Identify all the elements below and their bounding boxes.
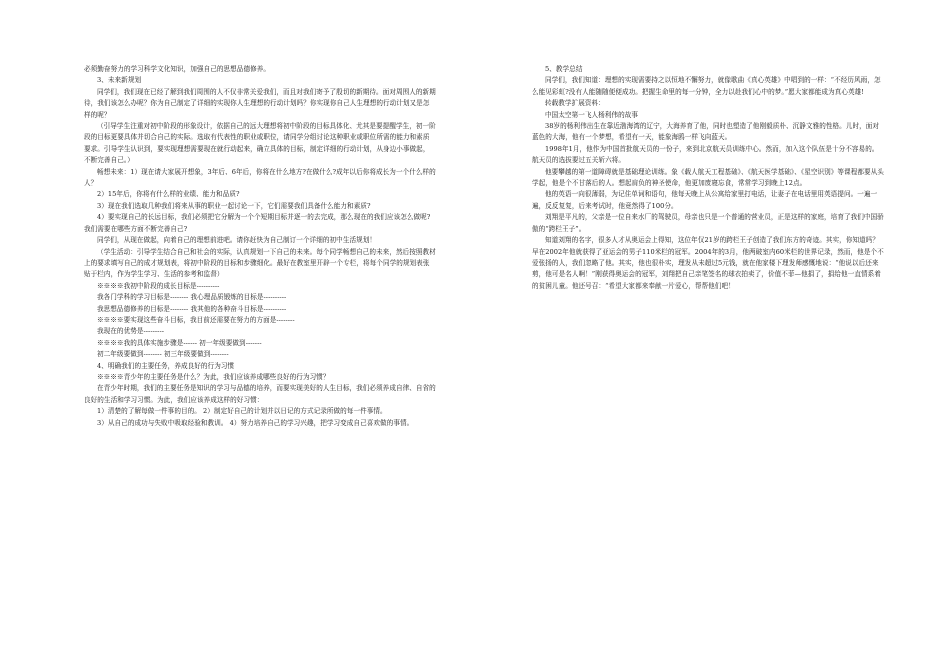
- paragraph: 同学们，从现在做起，向着自己的理想前进吧。请你赶快为自己制订一个详细的初中生活规划！: [97, 236, 377, 245]
- paragraph: 知道刘翔的名字，很多人才从奥运会上得知，这位年仅21岁的跨栏王子创造了我们东方的奇迹。其实，你知道吗？早在2002年他就获得了亚运会的男子110米栏的冠军。2004年的3月，他两破室内60米栏的世界记录，然而，他是个不爱张扬的人，我们忽略了他。其实，他也很朴实，理发从未超过5元钱，就在他家楼下理发师感慨地说：“他说以后还来剪，他可是名人啊！”刚获得奥运会的冠军，刘翔把自己亲笔签名的球衣拍卖了，价值不菲—他捐了，捐给他一直情系着的贫困儿童。他还号召：“希望大家都来奉献一片爱心，帮帮他们吧！: [532, 236, 884, 290]
- right-column: [532, 64, 884, 292]
- paragraph: ※※※※要实现这些奋斗目标，我目前还需要在努力的方面是--------: [97, 315, 295, 324]
- paragraph: 4、明确我们的主要任务，养成良好的行为习惯: [97, 361, 235, 370]
- paragraph: 5、教学总结: [545, 65, 583, 73]
- paragraph: 4）要实现自己的长远目标，我们必须把它分解为一个个短期目标并逐一的去完成，那么现在的我们应该怎么做呢?我们需要在哪些方面不断完善自己?: [84, 213, 431, 233]
- paragraph: 他要攀越的第一道障碍就是基础理论训练。象《载人航天工程基础》、《航天医学基础》、《星空识别》等课程都要从头学起，他是个不甘落后的人。想起肩负的神圣使命，他更加废寝忘食，常常学习到晚上12点。: [532, 167, 884, 188]
- paragraph: 1）清楚的了解每做一件事的目的。 2）制定好自己的计划并以日记的方式记录所做的每一件事情。: [97, 407, 387, 416]
- paragraph: （学生活动：引导学生结合自己和社会的实际，认真规划一下自己的未来。每个同学畅想自己的未来，然后按照教材上的要求填写自己的成才规划表，将初中阶段的目标和步骤细化。最好在教室里开辟一个专栏，将每个同学的规划表张贴于栏内，作为学生学习、生活的参考和监督）: [84, 247, 436, 279]
- paragraph: 我思想品德修养的目标是-------- 我其他的各种奋斗目标是----------: [97, 304, 287, 313]
- paragraph: 必须勤奋努力的学习科学文化知识，加强自己的思想品德修养。: [84, 65, 271, 73]
- paragraph: 1998年1月，他作为中国首批航天员的一份子，来到北京航天员训练中心。然而，加入这个队伍是十分不容易的。航天员的选拔要过五关斩六将。: [532, 144, 879, 165]
- paragraph: 3）现在我们选取几种我们将来从事的职业一起讨论一下，它们需要我们具备什么能力和素质?: [97, 201, 371, 210]
- paragraph: 3、未来新规划: [97, 76, 142, 85]
- paragraph: 畅想未来：1）现在请大家展开想象，3年后、6年后，你将在什么地方?在做什么?成年以后你将成长为一个什么样的人？: [84, 167, 436, 188]
- paragraph: 转载教学扩展资料：: [545, 99, 605, 108]
- paragraph: 初二年级要做到-------- 初三年级要做到--------: [97, 350, 229, 359]
- paragraph: （引导学生注重对初中阶段的形象设计，依据自己的远大理想将初中阶段的目标具体化、尤其是要提醒学生，初一阶段的目标更要具体并切合自己的实际。选取有代表性的职业或职位，请同学分组讨论这种职业或职位所需的能力和素质要求。引导学生认识到，要实现理想需要现在就行动起来，确立具体的目标，制定详细的行动计划，从身边小事做起，不断完善自己。）: [84, 122, 436, 165]
- paragraph: 同学们，我们现在已经了解到我们周围的人不仅非常关爱我们，而且对我们寄予了殷切的新期待。面对周围人的新期待，我们该怎么办呢？你为自己制定了详细的实现你人生理想的行动计划吗？你实现你自己人生理想的行动计划又是怎样的呢？: [84, 87, 436, 119]
- paragraph: 我各门学科的学习目标是-------- 我心理品质锻炼的目标是----------: [97, 293, 287, 302]
- left-column: [84, 64, 436, 429]
- paragraph: 38岁的杨利伟出生在靠近渤海湾的辽宁，大海养育了他，同时也塑造了他刚毅质朴、沉静文雅的性格。儿时，面对蓝色的大海，他有一个梦想，希望有一天，能象海鸥一样飞向蓝天。: [532, 122, 880, 142]
- paragraph: 我现在的优势是---------: [97, 327, 165, 336]
- paragraph: ※※※※我初中阶段的成长目标是----------: [97, 281, 220, 290]
- paragraph: 刘翔是平凡的，父亲是一位自来水厂的驾驶员，母亲也只是一个普通的营业员，正是这样的家庭，培育了我们中国骄傲的“跨栏王子”。: [532, 213, 884, 233]
- paragraph: 他的英语一向很薄弱，为记住单词和语句，他每天晚上从公寓给家里打电话，让妻子在电话里用英语提问。一遍一遍，反反复复，后来考试时，他竟然得了100分。: [532, 190, 878, 210]
- paragraph: 3）从自己的成功与失败中吸取经验和教训。 4）努力培养自己的学习兴趣，把学习变成自己喜欢做的事情。: [97, 418, 414, 427]
- paragraph: 2）15年后，你将有什么样的业绩、能力和品质?: [97, 190, 240, 199]
- paragraph: 同学们，我们知道：理想的实现需要持之以恒地不懈努力，就像歌曲《真心英雄》中唱到的一样：“不经历风雨，怎么能见彩虹?没有人能随随便便成功。把握生命里的每一分钟，全力以赴我们心中的梦。”愿大家都能成为真心英雄!: [532, 76, 881, 96]
- paragraph: 中国太空第一飞人杨利伟的故事: [545, 110, 639, 119]
- paragraph: 在青少年时期，我们的主要任务是知识的学习与品德的培养，而要实现美好的人生目标，我们必须养成自律、自省的良好的生活和学习习惯。为此，我们应该养成这样的好习惯：: [84, 384, 436, 404]
- paragraph: ※※※※我的具体实施步骤是------ 初一年级要做到-------: [97, 338, 262, 347]
- paragraph: ※※※※青少年的主要任务是什么？为此，我们应该养成哪些良好的行为习惯？: [97, 372, 330, 381]
